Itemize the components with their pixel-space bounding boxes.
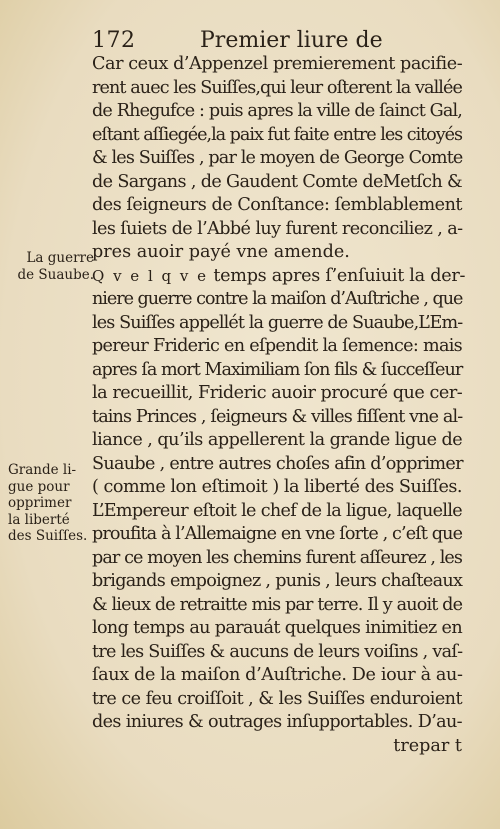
margin-note-line: la liberté — [8, 511, 70, 528]
text-line: la recueillit, Frideric auoir procuré que cer- — [92, 383, 463, 403]
page-number: 172 — [92, 28, 136, 53]
text-line: liance , qu’ils appellerent la grande ligue de — [92, 430, 463, 450]
text-line: Car ceux d’Appenzel premierement pacifie- — [92, 54, 463, 74]
margin-note-line: de Suaube. — [17, 266, 94, 283]
catchword: trepar t — [393, 735, 462, 756]
margin-note-line: La guerre — [26, 250, 94, 266]
text-line: niere guerre contre la maiſon d’Auſtriche , que — [92, 289, 463, 309]
text-line: ( comme lon eſtimoit ) la liberté des Suiſſes. — [92, 477, 462, 497]
text-line: tre les Suiſſes & aucuns de leurs voiſins , vaſ- — [92, 641, 463, 662]
body-text — [92, 53, 466, 758]
text-line: & les Suiſſes , par le moyen de George Comte — [92, 148, 463, 168]
margin-note-line: Grande li- — [8, 462, 77, 478]
text-line: L’Empereur eſtoit le chef de la ligue, laquelle — [92, 500, 462, 521]
margin-note-guerre-de-suaube — [8, 250, 94, 283]
text-line: proufita à l’Allemaigne en vne ſorte , c’eſt que — [92, 524, 463, 544]
text-line: eſtant aſſiegée,la paix fut faite entre les citoyés — [92, 124, 462, 145]
text-line: les Suiſſes appellét la guerre de Suaube,L’Em- — [92, 312, 463, 333]
text-line: de Sargans , de Gaudent Comte deMetſch & — [92, 171, 462, 192]
margin-note-line: opprimer — [8, 495, 72, 511]
margin-note-line: gue pour — [8, 478, 70, 495]
text-line: ſaux de la maiſon d’Auſtriche. De iour à au- — [92, 665, 463, 685]
page-header — [92, 28, 462, 56]
text-line: des iniures & outrages inſupportables. D’au- — [92, 712, 462, 732]
text-line: des ſeigneurs de Conſtance: ſemblablement — [92, 195, 462, 215]
margin-note-grande-ligue — [8, 462, 94, 545]
text-line: tains Princes , ſeigneurs & villes fiſſent vne al- — [92, 406, 463, 427]
text-line: tre ce feu croiſſoit , & les Suiſſes enduroient — [92, 688, 462, 709]
running-title: Premier liure de — [200, 28, 383, 53]
text-line: apres ſa mort Maximiliam ſon fils & ſucceſſeur — [92, 359, 463, 380]
small-caps-lead: Q v e l q v e — [92, 266, 209, 285]
paragraph-opening-line — [92, 265, 466, 289]
text-line: rent auec les Suiſſes,qui leur oſterent la vallée — [92, 77, 462, 98]
text-line: pereur Frideric en eſpendit la ſemence: mais — [92, 336, 462, 356]
text-run: temps apres ſ’enſuiuit la der- — [208, 265, 466, 286]
text-line: brigands empoignez , punis , leurs chaſteaux — [92, 571, 463, 591]
text-line: pres auoir payé vne amende. — [92, 242, 350, 262]
text-line: Suaube , entre autres choſes afin d’opprimer — [92, 453, 463, 474]
text-line: les ſuiets de l’Abbé luy furent reconciliez , a- — [92, 218, 463, 239]
text-line: & lieux de retraitte mis par terre. Il y auoit de — [92, 594, 463, 615]
text-line: par ce moyen les chemins furent aſſeurez , les — [92, 547, 462, 568]
text-line: de Rhegufce : puis apres la ville de ſainct Gal, — [92, 101, 463, 121]
margin-note-line: des Suiſſes. — [8, 528, 88, 544]
text-line: long temps au parauát quelques inimitiez en — [92, 618, 462, 638]
